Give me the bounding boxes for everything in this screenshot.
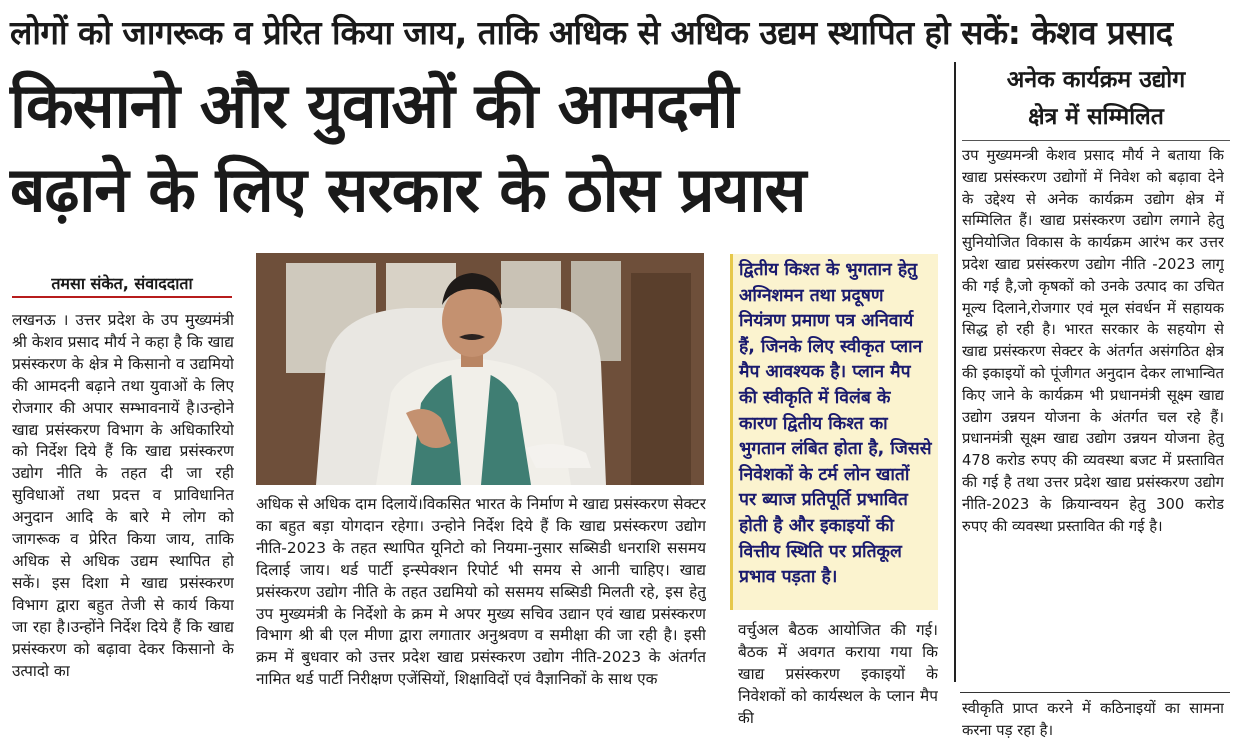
photo-illustration (256, 253, 704, 485)
article-column-3: वर्चुअल बैठक आयोजित की गई। बैठक में अवगत कराया गया कि खाद्य प्रसंस्करण इकाइयों के निवेशकों को कार्यस्थल के प्लान मैप की (738, 621, 938, 727)
sidebar-body: उप मुख्यमन्त्री केशव प्रसाद मौर्य ने बताया कि खाद्य प्रसंस्करण उद्योगों में निवेश को बढ़ावा देने के उद्देश्य से अनेक कार्यक्रम उद्योग क्षेत्र में सम्मिलित हैं। खाद्य प्रसंस्करण उद्योग लगाने हेतु सुनियोजित विकास के कार्यक्रम आरंभ कर उत्तर प्रदेश खाद्य प्रसंस्करण उद्योग नीति -2023 लागू की गई है,जो कृषकों को उनके उत्पाद का उचित मूल्य दिलाने,रोजगार एवं मूल संवर्धन में सहायक सिद्ध हो रही है। भारत सरकार के सहयोग से खाद्य प्रसंस्करण सेक्टर के अंतर्गत असंगठित क्षेत्र की इकाइयों को पूंजीगत अनुदान देकर लाभान्वित किए जाने के कार्यक्रम भी प्रधानमंत्री सूक्ष्म खाद्य उद्योग उन्नयन योजना के अंतर्गत चल रहे हैं।प्रधानमंत्री सूक्ष्म खाद्य उद्योग उन्नयन योजना हेतु 478 करोड रुपए की व्यवस्था बजट में प्रस्तावित की गई है तथा उत्तर प्रदेश खाद्य प्रसंस्करण उद्योग नीति-2023 के क्रियान्वयन हेतु 300 करोड रुपए की व्यवस्था प्रस्तावित की गई है। (962, 147, 1224, 535)
column-divider (954, 62, 956, 682)
sidebar-footer-rule (960, 692, 1230, 693)
news-photo (256, 253, 704, 485)
sidebar-footer-text: स्वीकृति प्राप्त करने में कठिनाइयों का सामना करना पड़ रहा है। (962, 700, 1224, 739)
callout-box: द्वितीय किश्त के भुगतान हेतु अग्निशमन तथा प्रदूषण नियंत्रण प्रमाण पत्र अनिवार्य हैं, जिनके लिए स्वीकृत प्लान मैप आवश्यक है। प्लान मैप की स्वीकृति में विलंब के कारण द्वितीय किश्त का भुगतान लंबित होता है, जिससे निवेशकों के टर्म लोन खातों पर ब्याज प्रतिपूर्ति प्रभावित होती है और इकाइयों की वित्तीय स्थिति पर प्रतिकूल प्रभाव पड़ता है। (730, 254, 938, 610)
sidebar-title-line-1: अनेक कार्यक्रम उद्योग (1006, 67, 1186, 93)
sidebar-title (962, 62, 1230, 136)
main-headline (10, 64, 950, 232)
byline: तमसा संकेत, संवाददाता (12, 272, 232, 298)
article-column-2: अधिक से अधिक दाम दिलायें।विकसित भारत के निर्माण मे खाद्य प्रसंस्करण सेक्टर का बहुत बड़ा योगदान रहेगा। उन्होने निर्देश दिये हैं कि खाद्य प्रसंस्करण उद्योग नीति-2023 के तहत स्थापित यूनिटो को नियमा-नुसार सब्सिडी धनराशि ससमय दिलाई जाय। थर्ड पार्टी इन्स्पेक्शन रिपोर्ट भी समय से आनी चाहिए। खाद्य प्रसंस्करण उद्योग नीति के तहत उद्यमियो को ससमय सब्सिडी मिलती रहे, इस हेतु उप मुख्यमंत्री के निर्देशो के क्रम मे अपर मुख्य सचिव उद्यान एवं खाद्य प्रसंस्करण विभाग श्री बी एल मीणा द्वारा लगातार अनुश्रवण व समीक्षा की जा रही है। इसी क्रम में बुधवार को उत्तर प्रदेश खाद्य प्रसंस्करण उद्योग नीति-2023 के अंतर्गत नामित थर्ड पार्टी निरीक्षण एजेंसियों, शिक्षाविदों एवं वैज्ञानिकों के साथ एक (256, 495, 706, 689)
sidebar-title-rule (962, 140, 1230, 141)
headline-line-1: किसानो और युवाओं की आमदनी (10, 69, 738, 142)
headline-line-2: बढ़ाने के लिए सरकार के ठोस प्रयास (10, 153, 806, 226)
article-column-1: लखनऊ । उत्तर प्रदेश के उप मुख्यमंत्री श्री केशव प्रसाद मौर्य ने कहा है कि खाद्य प्रसंस्करण के क्षेत्र मे किसानो व उद्यमियो की आमदनी बढ़ाने तथा युवाओं के लिए रोजगार की अपार सम्भावनायें है।उन्होने खाद्य प्रसंस्करण विभाग के अधिकारियो को निर्देश दिये हैं कि खाद्य प्रसंस्करण उद्योग नीति के तहत दी जा रही सुविधाओं तथा प्रदत्त व प्राविधानित अनुदान आदि के बारे मे लोग को जागरूक व प्रेरित किया जाय, ताकि अधिक से अधिक उद्यम स्थापित हो सकें। इस दिशा मे खाद्य प्रसंस्करण विभाग द्वारा बहुत तेजी से कार्य किया जा रहा है।उन्होंने निर्देश दिये हैं कि खाद्य प्रसंस्करण को बढ़ावा देकर किसानो के उत्पादो का (12, 311, 234, 680)
kicker-headline: लोगों को जागरूक व प्रेरित किया जाय, ताकि अधिक से अधिक उद्यम स्थापित हो सकें: केशव प्रसाद (10, 13, 1173, 52)
sidebar-title-line-2: क्षेत्र में सम्मिलित (1028, 104, 1164, 130)
